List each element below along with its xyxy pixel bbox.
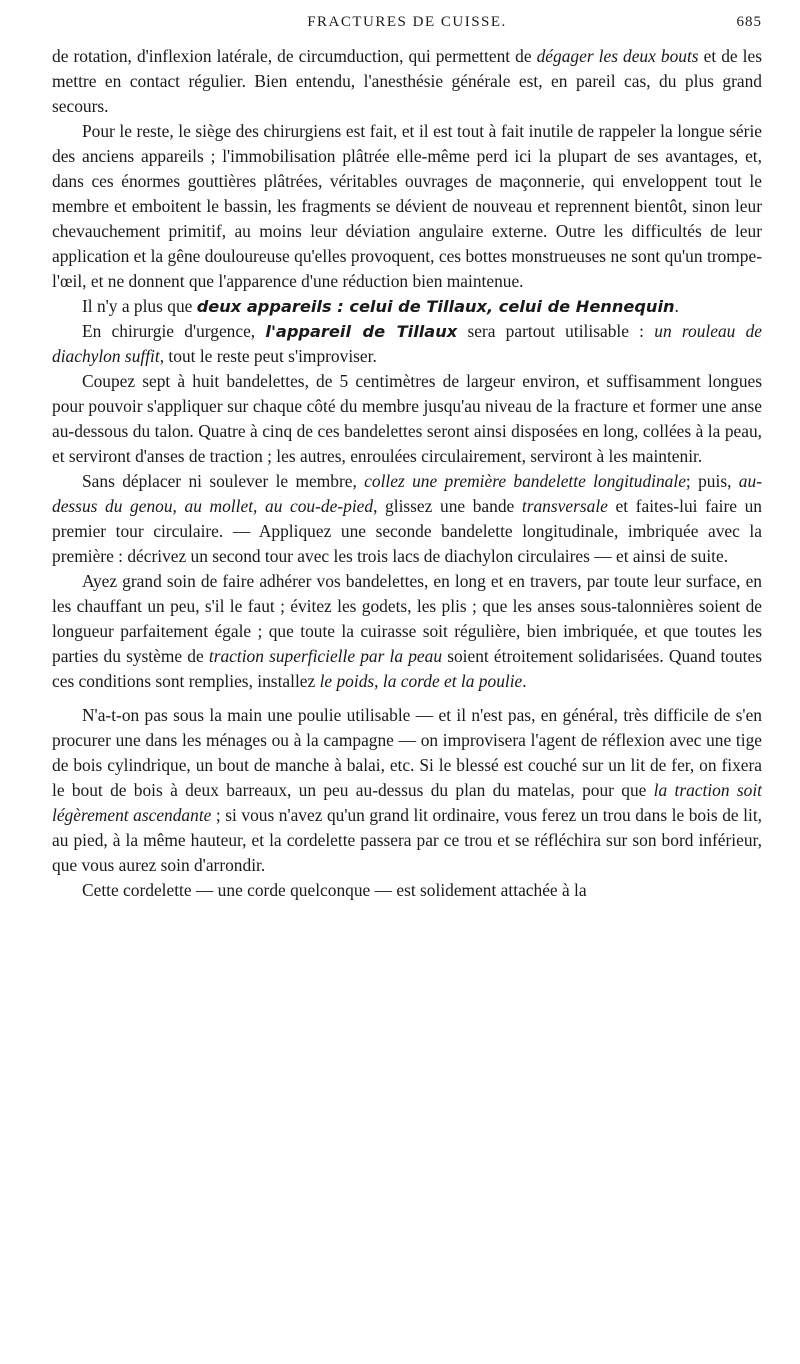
emphasis-run: deux appareils : celui de Tillaux, celui de Hennequin: [196, 297, 675, 316]
text-run: Coupez sept à huit bandelettes, de 5 centimètres de largeur environ, et suffisamment longues pour pouvoir s'appliquer sur chaque côté du membre jusqu'au niveau de la fracture et former une anse au-dessous du talon. Quatre à cinq de ces bandelettes seront ainsi disposées en long, collées à la peau, et serviront d'anses de traction ; les autres, enroulées circulairement, serviront à les maintenir.: [52, 371, 762, 466]
text-run: ; si vous n'avez qu'un grand lit ordinaire, vous ferez un trou dans le bois de lit, au pied, à la même hauteur, et la cordelette passera par ce trou et se réfléchira sur son bord inférieur, que vous aurez soin d'arrondir.: [52, 805, 762, 875]
text-run: , tout le reste peut s'improviser.: [159, 346, 377, 366]
paragraph-9: [52, 878, 762, 903]
text-run: et faites-lui faire un premier tour circulaire. — Appliquez une seconde bandelette longitudinale, imbriquée avec la première : décrivez un second tour avec les trois lacs de diachylon circulaires — et ainsi de suite.: [52, 496, 762, 566]
text-run: N'a-t-on pas sous la main une poulie utilisable — et il n'est pas, en général, très difficile de s'en procurer une dans les ménages ou à la campagne — on improvisera l'agent de réflexion avec une tige de bois cylindrique, un bout de manche à balai, etc. Si le blessé est couché sur un lit de fer, on fixera le bout de bois à deux barreaux, un peu au-dessus du plan du matelas, pour que: [52, 705, 762, 800]
paragraph-3: [52, 294, 762, 319]
text-run: , glissez une bande: [373, 496, 522, 516]
italic-run: collez une première bandelette longitudinale: [364, 471, 686, 491]
page-header: [52, 14, 762, 44]
text-run: et de les mettre en contact régulier. Bien entendu, l'anesthésie générale est, en pareil cas, du plus grand secours.: [52, 46, 763, 116]
body-text: [52, 44, 762, 903]
text-run: sera partout utilisable :: [457, 321, 655, 341]
paragraph-8: [52, 703, 762, 878]
italic-run: le poids, la corde et la poulie: [319, 671, 523, 691]
text-run: Cette cordelette — une corde quelconque — est solidement attachée à la: [82, 880, 587, 900]
emphasis-run: l'appareil de Tillaux: [265, 322, 458, 341]
page-number: 685: [736, 14, 762, 30]
text-run: soient étroitement solidarisées. Quand toutes ces conditions sont remplies, installez: [52, 646, 762, 691]
paragraph-7: [52, 569, 762, 694]
running-title: FRACTURES DE CUISSE.: [307, 14, 507, 30]
text-run: Sans déplacer ni soulever le membre,: [82, 471, 365, 491]
italic-run: un rouleau de diachylon suffit: [52, 321, 762, 366]
text-run: ; puis,: [685, 471, 739, 491]
text-run: .: [522, 671, 527, 691]
italic-run: au-dessus du genou, au mollet, au cou-de-pied: [52, 471, 762, 516]
italic-run: la traction soit légèrement ascendante: [52, 780, 762, 825]
text-run: Pour le reste, le siège des chirurgiens est fait, et il est tout à fait inutile de rappeler la longue série des anciens appareils ; l'immobilisation plâtrée elle-même perd ici la plupart de ses avantages, et, dans ces énormes gouttières plâtrées, véritables ouvrages de maçonnerie, qui enveloppent tout le membre et emboitent le bassin, les fragments se dévient de nouveau et reprennent bientôt, sinon leur chevauchement primitif, au moins leur déviation angulaire externe. Outre les difficultés de leur application et la gêne douloureuse qu'elles provoquent, ces bottes monstrueuses ne sont qu'un trompe-l'œil, et ne donnent que l'apparence d'une réduction bien maintenue.: [52, 121, 762, 291]
italic-run: transversale: [521, 496, 608, 516]
paragraph-5: [52, 369, 762, 469]
text-run: .: [674, 296, 679, 316]
paragraph-2: [52, 119, 762, 294]
text-run: Il n'y a plus que: [82, 296, 197, 316]
paragraph-6: [52, 469, 762, 569]
italic-run: dégager les deux bouts: [536, 46, 699, 66]
italic-run: traction superficielle par la peau: [208, 646, 443, 666]
text-run: Ayez grand soin de faire adhérer vos bandelettes, en long et en travers, par toute leur surface, en les chauffant un peu, s'il le faut ; évitez les godets, les plis ; que les anses sous-talonnières soient de longueur parfaitement égale ; que toute la cuirasse soit régulière, bien imbriquée, et que toutes les parties du système de: [52, 571, 762, 666]
text-run: de rotation, d'inflexion latérale, de circumduction, qui permettent de: [52, 46, 537, 66]
text-run: En chirurgie d'urgence,: [82, 321, 266, 341]
paragraph-1: [52, 44, 762, 119]
paragraph-4: [52, 319, 762, 369]
